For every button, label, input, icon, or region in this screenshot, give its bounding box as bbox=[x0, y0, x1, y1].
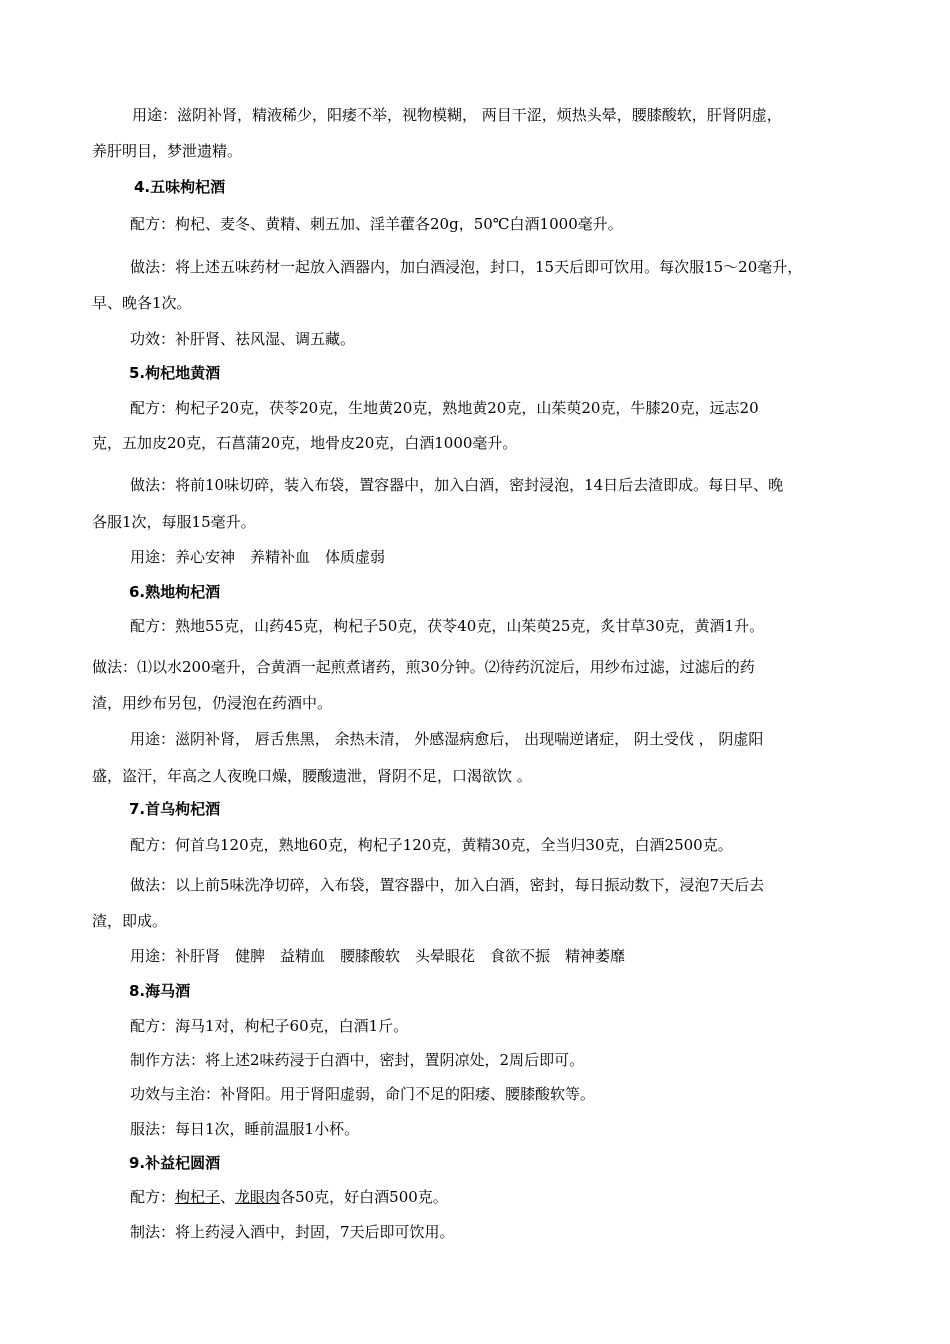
text-line: 配方：海马1对，枸杞子60克，白酒1斤。 bbox=[130, 1017, 409, 1035]
text-line: 配方：熟地55克，山药45克，枸杞子50克，茯苓40克，山茱萸25克，炙甘草30克，黄酒1升。 bbox=[130, 617, 765, 635]
section-heading: 6.熟地枸杞酒 bbox=[129, 583, 221, 601]
section-heading: 7.首乌枸杞酒 bbox=[129, 800, 221, 818]
underlined-term: 枸杞子 bbox=[175, 1188, 221, 1206]
text-line: 配方：枸杞、麦冬、黄精、刺五加、淫羊藿各20g，50℃白酒1000毫升。 bbox=[130, 215, 623, 233]
text-line: 制作方法：将上述2味药浸于白酒中，密封，置阴凉处，2周后即可。 bbox=[130, 1051, 585, 1069]
text-run: 配方： bbox=[130, 1188, 176, 1206]
section-heading: 8.海马酒 bbox=[129, 982, 191, 1000]
text-line: 用途：滋阴补肾，精液稀少，阳痿不举，视物模糊， 两目干涩，烦热头晕，腰膝酸软，肝肾阴虚， bbox=[132, 106, 782, 124]
section-heading: 5.枸杞地黄酒 bbox=[129, 364, 221, 382]
text-line: 做法：将前10味切碎，装入布袋，置容器中，加入白酒，密封浸泡，14日后去渣即成。每日早、晚 bbox=[130, 476, 784, 494]
text-line: 用途：养心安神 养精补血 体质虚弱 bbox=[130, 548, 386, 566]
text-line: 用途：滋阴补肾， 唇舌焦黑， 余热未清， 外感湿病愈后， 出现喘逆诸症， 阴土受伐 ， 阴虚阳 bbox=[130, 730, 764, 748]
section-heading: 9.补益杞圆酒 bbox=[129, 1154, 221, 1172]
text-line: 渣，即成。 bbox=[92, 912, 168, 930]
section-heading: 4.五味枸杞酒 bbox=[134, 178, 226, 196]
text-line: 盛，盗汗，年高之人夜晚口燥，腰酸遗泄，肾阴不足，口渴欲饮 。 bbox=[92, 767, 532, 785]
text-line: 配方：何首乌120克，熟地60克，枸杞子120克，黄精30克，全当归30克，白酒2500克。 bbox=[130, 836, 733, 854]
underlined-term: 龙眼肉 bbox=[235, 1188, 281, 1206]
text-line: 制法：将上药浸入酒中，封固，7天后即可饮用。 bbox=[130, 1223, 455, 1241]
text-line: 养肝明目，梦泄遗精。 bbox=[92, 142, 243, 160]
text-line: 克，五加皮20克，石菖蒲20克，地骨皮20克，白酒1000毫升。 bbox=[92, 434, 518, 452]
text-run: 各50克，好白酒500克。 bbox=[280, 1188, 448, 1206]
text-line: 做法：以上前5味洗净切碎，入布袋，置容器中，加入白酒，密封，每日振动数下，浸泡7天后去 bbox=[130, 876, 765, 894]
text-line: 用途：补肝肾 健脾 益精血 腰膝酸软 头晕眼花 食欲不振 精神萎靡 bbox=[130, 947, 626, 965]
text-run: 、 bbox=[220, 1188, 236, 1206]
text-line: 服法：每日1次，睡前温服1小杯。 bbox=[130, 1120, 360, 1138]
text-line bbox=[130, 1187, 448, 1207]
text-line: 各服1次，每服15毫升。 bbox=[92, 513, 256, 531]
text-line: 做法：⑴以水200毫升，合黄酒一起煎煮诸药，煎30分钟。⑵待药沉淀后，用纱布过滤，过滤后的药 bbox=[92, 658, 755, 676]
text-line: 早、晚各1次。 bbox=[92, 294, 192, 312]
text-line: 功效：补肝肾、祛风湿、调五藏。 bbox=[130, 330, 356, 348]
text-line: 功效与主治：补肾阳。用于肾阳虚弱，命门不足的阳痿、腰膝酸软等。 bbox=[130, 1085, 596, 1103]
text-line: 渣，用纱布另包，仍浸泡在药酒中。 bbox=[92, 694, 333, 712]
text-line: 做法：将上述五味药材一起放入酒器内，加白酒浸泡，封口，15天后即可饮用。每次服15～20毫升， bbox=[130, 258, 803, 276]
text-line: 配方：枸杞子20克，茯苓20克，生地黄20克，熟地黄20克，山茱萸20克，牛膝20克，远志20 bbox=[130, 399, 759, 417]
